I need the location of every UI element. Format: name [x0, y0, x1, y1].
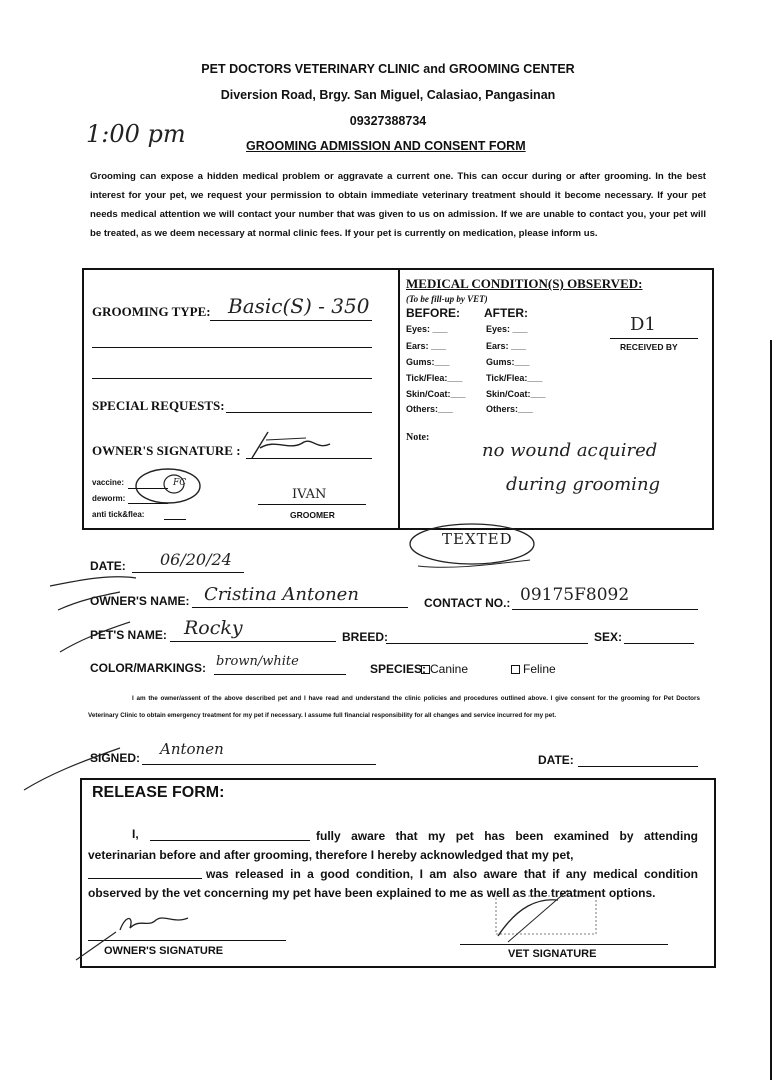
- clinic-phone: 09327388734: [349, 114, 427, 128]
- owner-name-label: OWNER'S NAME:: [90, 594, 190, 608]
- vet-signature-label: VET SIGNATURE: [508, 948, 597, 960]
- handwritten-time: 1:00 pm: [86, 120, 186, 148]
- note-line-2: during grooming: [506, 474, 661, 495]
- grooming-line-3[interactable]: [92, 378, 372, 379]
- texted-stamp: TEXTED: [442, 530, 513, 548]
- sex-label: SEX:: [594, 630, 623, 644]
- vaccine-mark-text: FC: [173, 478, 187, 488]
- grooming-type-value: Basic(S) - 350: [228, 294, 370, 318]
- date-value: 06/20/24: [160, 550, 232, 569]
- received-by-label: RECEIVED BY: [620, 342, 678, 352]
- before-skin-coat: Skin/Coat:___: [406, 389, 466, 399]
- pet-name-field[interactable]: [170, 641, 336, 642]
- consent-paragraph: I am the owner/assent of the above described pet and I have read and understand the clinic policies and procedures outlined above. I give consent for the grooming for Pet Doctors Veterinary Clinic to obtain emergency treatment for my pet if necessary. I assume full financial responsibility for all changes and service incurred for my pet.: [88, 695, 700, 719]
- release-title: RELEASE FORM:: [92, 784, 225, 801]
- anti-tick-label: anti tick&flea:: [92, 510, 145, 519]
- label-strike-marks: [40, 560, 180, 680]
- breed-label: BREED:: [342, 630, 389, 644]
- special-requests-field[interactable]: [226, 412, 372, 413]
- before-tick-flea: Tick/Flea:___: [406, 373, 463, 383]
- color-markings-field[interactable]: [214, 674, 346, 675]
- owner-name-value: Cristina Antonen: [204, 584, 359, 605]
- note-label: Note:: [406, 432, 430, 443]
- pet-name-label: PET'S NAME:: [90, 628, 167, 642]
- canine-checkbox[interactable]: [421, 665, 430, 674]
- vaccine-label: vaccine:: [92, 478, 125, 487]
- medical-title: MEDICAL CONDITION(S) OBSERVED:: [406, 276, 643, 291]
- grooming-type-label: GROOMING TYPE:: [92, 304, 211, 319]
- before-others: Others:___: [406, 404, 454, 414]
- note-line-1: no wound acquired: [482, 440, 658, 461]
- sex-field[interactable]: [624, 643, 694, 644]
- deworm-label: deworm:: [92, 494, 126, 503]
- release-text-1: fully aware that my pet has been examined by attending veterinarian before and after grooming, therefore I hereby acknowledged that my pet,: [88, 829, 698, 862]
- groomer-field[interactable]: [258, 504, 366, 505]
- after-skin-coat: Skin/Coat:___: [486, 389, 546, 399]
- release-text-2: was released in a good condition, I am also aware that if any medical condition observed by the vet concerning my pet have been explained to me as well as the treatment options.: [88, 867, 698, 900]
- feline-label: Feline: [523, 662, 556, 676]
- received-by-field[interactable]: [610, 338, 698, 339]
- signed-value: Antonen: [160, 740, 224, 758]
- signed-field[interactable]: [142, 764, 376, 765]
- canine-label: Canine: [430, 662, 469, 676]
- signed-date-label: DATE:: [538, 753, 574, 767]
- received-by-value: D1: [630, 314, 656, 335]
- grooming-line-2[interactable]: [92, 347, 372, 348]
- owner-name-field[interactable]: [192, 607, 408, 608]
- after-others: Others:___: [486, 404, 534, 414]
- before-eyes: Eyes: ___: [406, 324, 448, 334]
- after-ears: Ears: ___: [486, 341, 527, 351]
- contact-label: CONTACT NO.:: [424, 596, 511, 610]
- vet-signature-field[interactable]: [460, 944, 668, 945]
- groomer-label: GROOMER: [290, 510, 335, 520]
- grooming-type-field[interactable]: [210, 320, 372, 321]
- date-label: DATE:: [90, 559, 126, 573]
- after-eyes: Eyes: ___: [486, 324, 528, 334]
- contact-value: 09175F8092: [520, 585, 630, 605]
- after-label: AFTER:: [484, 306, 528, 320]
- vaccine-circle-mark: [132, 466, 204, 506]
- clinic-name: PET DOCTORS VETERINARY CLINIC and GROOMING CENTER: [201, 62, 575, 76]
- owner-signature-label: OWNER'S SIGNATURE :: [92, 443, 241, 458]
- box-divider: [398, 268, 400, 528]
- release-i: I,: [132, 827, 139, 841]
- medical-subtitle: (To be fill-up by VET): [406, 294, 488, 304]
- species-label: SPECIES:: [370, 662, 427, 676]
- owner-signature-mark: [246, 428, 336, 462]
- anti-tick-field[interactable]: [164, 519, 186, 520]
- groomer-name: IVAN: [292, 487, 327, 502]
- pet-name-value: Rocky: [184, 617, 243, 639]
- color-markings-value: brown/white: [216, 654, 299, 669]
- owner-signature-release-label: OWNER'S SIGNATURE: [104, 945, 224, 957]
- clinic-address: Diversion Road, Brgy. San Miguel, Calasiao, Pangasinan: [220, 88, 556, 102]
- before-ears: Ears: ___: [406, 341, 447, 351]
- color-markings-label: COLOR/MARKINGS:: [90, 661, 206, 675]
- before-label: BEFORE:: [406, 306, 460, 320]
- owner-sig-strike: [72, 926, 122, 966]
- signed-date-field[interactable]: [578, 766, 698, 767]
- signed-label: SIGNED:: [90, 751, 141, 765]
- scan-edge: [770, 340, 772, 1080]
- feline-checkbox[interactable]: [511, 665, 520, 674]
- vet-stamp-mark: [468, 886, 608, 950]
- form-title: GROOMING ADMISSION AND CONSENT FORM: [246, 139, 526, 153]
- contact-field[interactable]: [512, 609, 698, 610]
- special-requests-label: SPECIAL REQUESTS:: [92, 398, 225, 413]
- after-gums: Gums:___: [486, 357, 530, 367]
- before-gums: Gums:___: [406, 357, 450, 367]
- owner-signature-release-value: [126, 914, 130, 915]
- after-tick-flea: Tick/Flea:___: [486, 373, 543, 383]
- intro-paragraph: Grooming can expose a hidden medical problem or aggravate a current one. This can occur during or after grooming. In the best interest for your pet, we request your permission to obtain immediate veterinary treatment should it become necessary. If your pet needs medical attention we will contact your number that was given to us on admission. If we are unable to contact you, your pet will be treated, as we deem necessary at normal clinic fees. If your pet is currently on medication, please inform us.: [90, 171, 706, 239]
- breed-field[interactable]: [386, 643, 588, 644]
